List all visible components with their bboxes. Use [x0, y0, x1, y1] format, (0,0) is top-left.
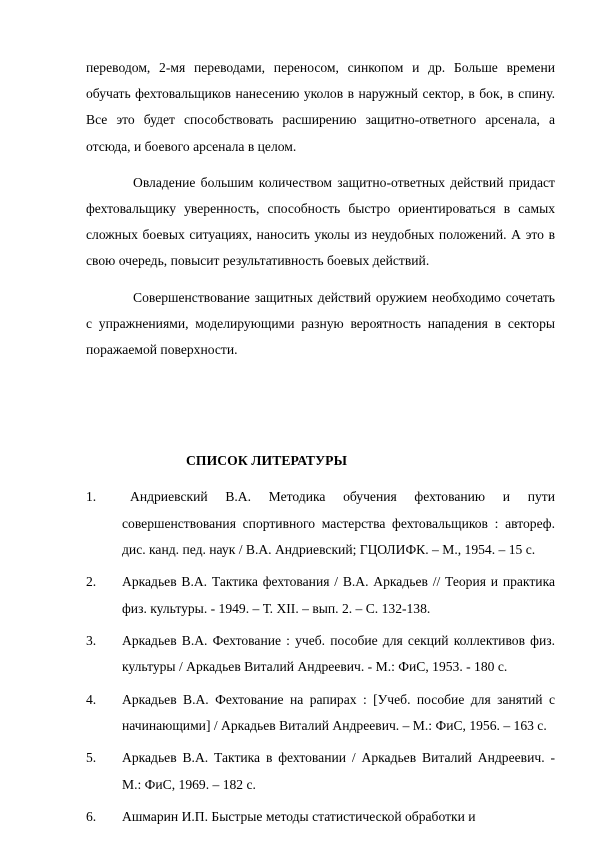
reference-number: 2. — [86, 574, 97, 590]
reference-item — [86, 745, 555, 797]
reference-item — [86, 804, 555, 830]
reference-item — [86, 687, 555, 739]
reference-text: Аркадьев В.А. Тактика в фехтовании / Аркадьев Виталий Андреевич. - М.: ФиС, 1969. – 182 с. — [122, 750, 555, 792]
references-list — [86, 484, 555, 830]
reference-text: Аркадьев В.А. Фехтование на рапирах : [Учеб. пособие для занятий с начинающими] / Аркадьев Виталий Андреевич. – М.: ФиС, 1956. – 163 с. — [122, 691, 555, 733]
references-heading: СПИСОК ЛИТЕРАТУРЫ — [186, 453, 348, 469]
document-page — [86, 55, 555, 837]
body-paragraph-2: Овладение большим количеством защитно-ответных действий придаст фехтовальщику уверенность, способность быстро ориентироваться в самых сложных боевых ситуациях, наносить уколы из неудобных положений. А это в свою очередь, повысит результативность боевых действий. — [86, 174, 555, 269]
reference-text: Аркадьев В.А. Тактика фехтования / В.А. Аркадьев // Теория и практика физ. культуры. - 1949. – Т. XII. – вып. 2. – С. 132-138. — [122, 574, 555, 616]
reference-item — [86, 484, 555, 563]
reference-text: Андриевский В.А. Методика обучения фехтованию и пути совершенствования спортивного мастерства фехтовальщиков : автореф. дис. канд. пед. наук / В.А. Андриевский; ГЦОЛИФК. – М., 1954. – 15 с. — [122, 489, 555, 557]
body-paragraph-3: Совершенствование защитных действий оружием необходимо сочетать с упражнениями, моделирующими разную вероятность нападения в секторы поражаемой поверхности. — [86, 289, 555, 358]
reference-number: 3. — [86, 633, 97, 649]
reference-number: 5. — [86, 750, 97, 766]
reference-number: 4. — [86, 691, 97, 707]
reference-number: 6. — [86, 809, 97, 825]
body-paragraph-1: переводом, 2-мя переводами, переносом, синкопом и др. Больше времени обучать фехтовальщиков нанесению уколов в наружный сектор, в бок, в спину. Все это будет способствовать расширению защитно-ответного арсенала, а отсюда, и боевого арсенала в целом. — [86, 60, 555, 154]
reference-text: Ашмарин И.П. Быстрые методы статистической обработки и — [122, 809, 476, 825]
reference-text: Аркадьев В.А. Фехтование : учеб. пособие для секций коллективов физ. культуры / Аркадьев Виталий Андреевич. - М.: ФиС, 1953. - 180 с. — [122, 633, 555, 675]
reference-item — [86, 628, 555, 680]
reference-item — [86, 569, 555, 621]
reference-number: 1. — [86, 489, 97, 505]
